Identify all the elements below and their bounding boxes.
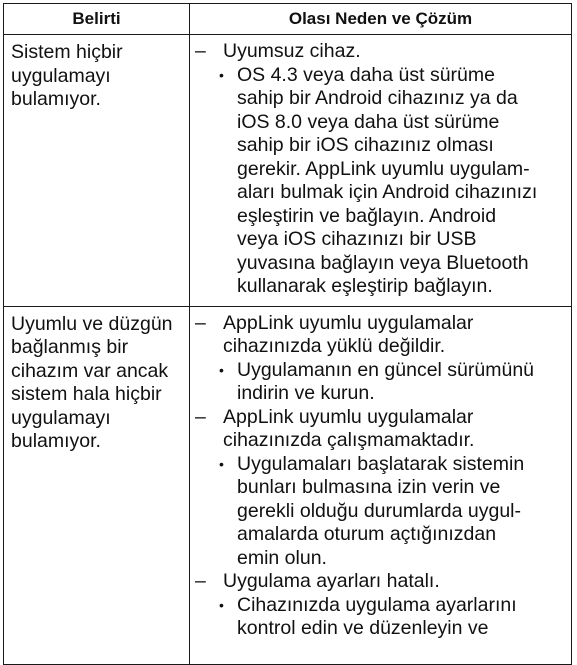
header-symptom: Belirti (4, 4, 190, 35)
solution-text: Uygulamaları başlatarak sistemin bunları bulmasına izin verin ve gerekli olduğu durumlarda uygul- amalarda oturum açtığınızdan emin olun. (237, 452, 525, 569)
solution-item (193, 359, 566, 406)
bullet-marker: • (219, 596, 224, 613)
dash-marker: – (195, 311, 206, 334)
header-row (4, 4, 572, 35)
cause-item (193, 40, 566, 64)
cause-solution-cell (190, 306, 572, 664)
troubleshooting-table (3, 3, 572, 665)
cause-list (191, 36, 570, 305)
cause-solution-cell (190, 35, 572, 307)
symptom-cell (4, 35, 190, 307)
solution-text: OS 4.3 veya daha üst sürüme sahip bir Android cihazınız ya da iOS 8.0 veya daha üst sürüme sahip bir iOS cihazınız olması gerekir. AppLink uyumlu uygulam- aları bulmak için Android cihazınızı eşleştirin ve bağlayın. Android veya iOS cihazınızı bir USB yuvasına bağlayın veya Bluetooth kullanarak eşleştirip bağlayın. (237, 63, 538, 297)
cause-text: AppLink uyumlu uygulamalar cihazınızda çalışmamaktadır. (223, 405, 475, 451)
cause-item (193, 312, 566, 359)
solution-item (193, 64, 566, 299)
bullet-marker: • (219, 455, 224, 472)
symptom-text: Uyumlu ve düzgün bağlanmış bir cihazım var ancak sistem hala hiçbir uygulamayı bulamıyor. (11, 312, 173, 452)
bullet-marker: • (219, 66, 224, 83)
dash-marker: – (195, 570, 206, 592)
cause-list (191, 308, 570, 647)
solution-item (193, 594, 566, 641)
cause-text: AppLink uyumlu uygulamalar cihazınızda yüklü değildir. (223, 311, 474, 357)
bullet-marker: • (219, 361, 224, 378)
solution-text: Cihazınızda uygulama ayarlarını kontrol edin ve düzenleyin ve (237, 593, 517, 639)
solution-item (193, 453, 566, 571)
table-row (4, 306, 572, 664)
cause-text: Uyumsuz cihaz. (223, 40, 361, 62)
dash-marker: – (195, 405, 206, 428)
cause-item (193, 406, 566, 453)
table-row (4, 35, 572, 307)
cause-text: Uygulama ayarları hatalı. (223, 570, 440, 592)
solution-text: Uygulamanın en güncel sürümünü indirin ve kurun. (237, 358, 535, 404)
symptom-cell (4, 306, 190, 664)
symptom-text: Sistem hiçbir uygulamayı bulamıyor. (11, 41, 123, 110)
cause-item (193, 570, 566, 594)
dash-marker: – (195, 40, 206, 62)
header-cause-solution: Olası Neden ve Çözüm (190, 4, 572, 35)
